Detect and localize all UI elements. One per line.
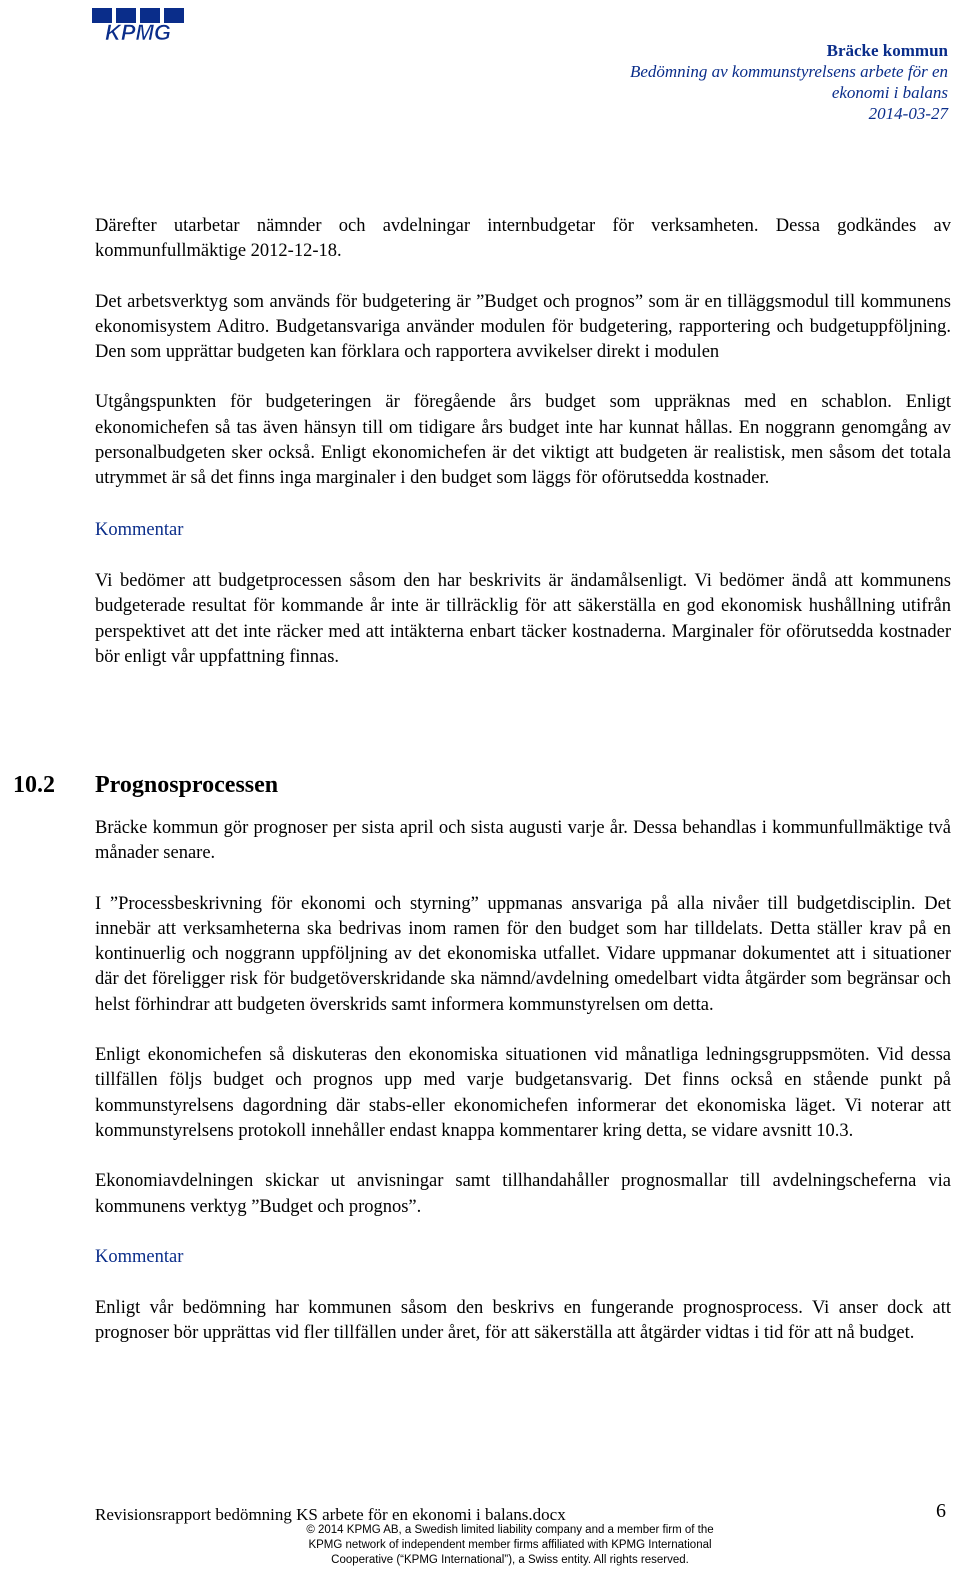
header-org: Bräcke kommun: [826, 41, 948, 60]
footer-document-name: Revisionsrapport bedömning KS arbete för en ekonomi i balans.docx: [95, 1505, 566, 1524]
paragraph-7: Enligt ekonomichefen så diskuteras den ekonomiska situationen vid månatliga ledningsgruppsmöten. Vid dessa tillfällen följs budget och prognos upp med varje budgetansvarig. Det finns också en stående punkt på kommunstyrelsens dagordning där stabs-eller ekonomichefen informerar det ekonomiska läget. Vi noterar att kommunstyrelsens protokoll innehåller endast knappa kommentarer kring detta, se vidare avsnitt 10.3.: [95, 1045, 951, 1141]
paragraph-1: Därefter utarbetar nämnder och avdelningar internbudgetar för verksamheten. Dessa godkändes av kommunfullmäktige 2012-12-18.: [95, 216, 951, 262]
paragraph-2: Det arbetsverktyg som används för budgetering är ”Budget och prognos” som är en tilläggsmodul till kommunens ekonomisystem Aditro. Budgetansvariga använder modulen för budgetering, rapportering och budgetuppföljning. Den som upprättar budgeten kan förklara och rapportera avvikelser direkt i modulen: [95, 291, 951, 363]
page-number: 6: [936, 1500, 946, 1522]
paragraph-9: Enligt vår bedömning har kommunen såsom den beskrivs en fungerande prognosprocess. Vi anser dock att prognoser bör upprättas vid fler tillfällen under året, för att säkerställa att åtgärder vidtas i tid för att nå budget.: [95, 1298, 951, 1344]
document-header: [630, 40, 948, 124]
section-body: [95, 816, 951, 1347]
paragraph-5: Bräcke kommun gör prognoser per sista april och sista augusti varje år. Dessa behandlas i kommunfullmäktige två månader senare.: [95, 818, 951, 864]
comment-label-1: Kommentar: [95, 519, 184, 540]
page-body: [95, 214, 951, 670]
paragraph-8: Ekonomiavdelningen skickar ut anvisningar samt tillhandahåller prognosmallar till avdelningscheferna via kommunens verktyg ”Budget och prognos”.: [95, 1171, 951, 1217]
header-date: 2014-03-27: [868, 104, 948, 123]
svg-text:KPMG: KPMG: [105, 20, 171, 42]
paragraph-6: I ”Processbeskrivning för ekonomi och styrning” uppmanas ansvariga på alla nivåer till budgetdisciplin. Det innebär att verksamheterna ska bedrivas inom ramen för den budget som har tilldelats. Detta ställer krav på en kontinuerlig och noggrann uppföljning av det ekonomiska utfallet. Vidare uppmanar dokumentet att i situationer där det föreligger risk för budgetöverskridande ska nämnd/avdelning omedelbart vidta åtgärder som begränsar och helst förhindrar att budgeten överskrids samt informera kommunstyrelsen om detta.: [95, 893, 951, 1015]
header-subtitle-2: ekonomi i balans: [831, 83, 948, 102]
copyright-line-1: © 2014 KPMG AB, a Swedish limited liability company and a member firm of the: [306, 1524, 714, 1536]
comment-label-2: Kommentar: [95, 1246, 184, 1267]
section-heading: [13, 770, 913, 800]
kpmg-logo: [92, 8, 184, 42]
section-title: Prognosprocessen: [95, 772, 279, 798]
copyright-line-3: Cooperative (“KPMG International”), a Swiss entity. All rights reserved.: [331, 1554, 689, 1566]
section-number: 10.2: [13, 772, 55, 798]
header-subtitle-1: Bedömning av kommunstyrelsens arbete för en: [629, 62, 948, 81]
footer-copyright: [240, 1523, 780, 1568]
paragraph-3: Utgångspunkten för budgeteringen är föregående års budget som uppräknas med en schablon. Enligt ekonomichefen så tas även hänsyn till om tidigare års budget inte har kunnat hållas. En noggrann genomgång av personalbudgeten sker också. Enligt ekonomichefen är det viktigt att budgeten är realistisk, men såsom det totala utrymmet är så det finns inga marginaler i den budget som läggs för oförutsedda kostnader.: [95, 392, 951, 489]
paragraph-4: Vi bedömer att budgetprocessen såsom den har beskrivits är ändamålsenligt. Vi bedömer ändå att kommunens budgeterade resultat för kommande år inte är tillräcklig för att säkerställa en god ekonomisk hushållning utifrån perspektivet att det inte räcker med att intäkterna enbart täcker kostnaderna. Marginaler för oförutsedda kostnader bör enligt vår uppfattning finnas.: [95, 570, 951, 667]
copyright-line-2: KPMG network of independent member firms affiliated with KPMG International: [308, 1539, 712, 1551]
